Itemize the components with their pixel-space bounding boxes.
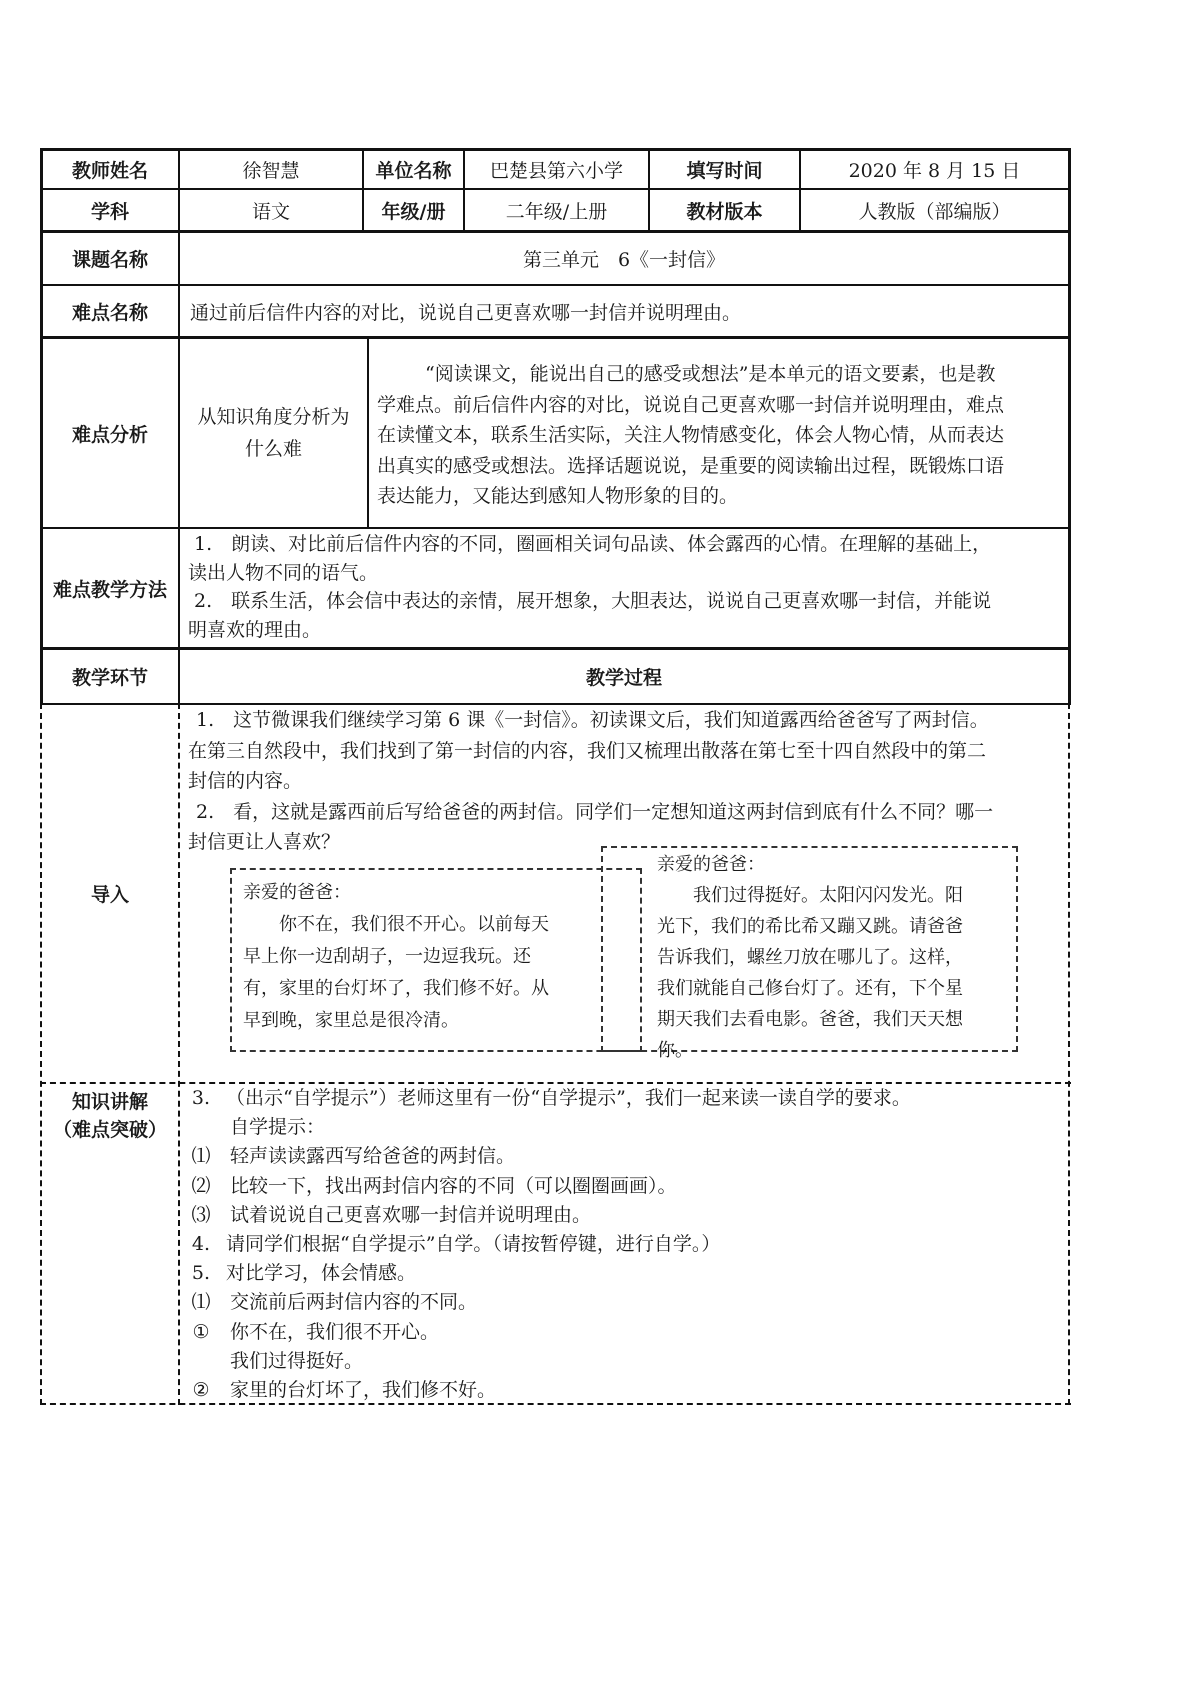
letter-first-line: 早上你一边刮胡子，一边逗我玩。还 (243, 946, 531, 967)
analysis-line: 在读懂文本，联系生活实际，关注人物情感变化，体会人物心情，从而表达 (377, 424, 1005, 446)
knowledge-item (182, 1376, 1062, 1405)
letter-second-line: 期天我们去看电影。爸爸，我们天天想 (657, 1009, 963, 1030)
analysis-sub-label-line: 什么难 (244, 438, 302, 460)
topic-value: 第三单元 6《一封信》 (522, 249, 726, 271)
intro-label: 导入 (90, 884, 129, 906)
knowledge-item-text: 请同学们根据“自学提示”自学。（请按暂停键，进行自学。） (226, 1233, 721, 1256)
analysis-text (377, 359, 1067, 512)
knowledge-item (182, 1084, 1062, 1113)
letter-second-line: 亲爱的爸爸： (657, 854, 765, 875)
analysis-line: “阅读课文，能说出自己的感受或想法”是本单元的语文要素，也是教 (425, 363, 996, 385)
method-line: 2. 联系生活，体会信中表达的亲情，展开想象，大胆表达，说说自己更喜欢哪一封信，并能说 (194, 590, 992, 612)
intro-text (188, 705, 1063, 858)
intro-line: 1. 这节微课我们继续学习第 6 课《一封信》。初读课文后，我们知道露西给爸爸写了两封信。 (196, 709, 989, 731)
knowledge-item-number: ⑶ (191, 1203, 211, 1226)
method-text (188, 530, 1063, 644)
analysis-label: 难点分析 (71, 423, 148, 446)
letter-first-line: 有，家里的台灯坏了，我们修不好。从 (243, 978, 549, 999)
knowledge-label-line: （难点突破） (52, 1119, 167, 1141)
letter-first-line: 亲爱的爸爸： (243, 882, 351, 903)
knowledge-item-number: ⑵ (191, 1174, 211, 1197)
analysis-line: 学难点。前后信件内容的对比，说说自己更喜欢哪一封信并说明理由，难点 (377, 393, 1005, 416)
letter-second-line: 我们过得挺好。太阳闪闪发光。阳 (657, 885, 963, 906)
knowledge-item-number: ① (192, 1320, 210, 1343)
date-value: 2020 年 8 月 15 日 (848, 159, 1021, 182)
edition-label: 教材版本 (686, 200, 763, 223)
intro-line: 2. 看，这就是露西前后写给爸爸的两封信。同学们一定想知道这两封信到底有什么不同？哪一 (196, 800, 994, 823)
method-label: 难点教学方法 (52, 578, 167, 601)
letter-second-line: 我们就能自己修台灯了。还有，下个星 (657, 978, 963, 999)
letter-second-line: 光下，我们的希比希又蹦又跳。请爸爸 (657, 916, 963, 937)
table-border-right-dashed (1068, 703, 1070, 1405)
knowledge-item-text: 交流前后两封信内容的不同。 (230, 1291, 478, 1314)
grade-label: 年级/册 (381, 200, 446, 223)
knowledge-item (182, 1172, 1062, 1201)
knowledge-item-text: 轻声读读露西写给爸爸的两封信。 (230, 1145, 516, 1168)
letter-second-line: 告诉我们，螺丝刀放在哪儿了。这样， (657, 947, 963, 968)
process-stage-header: 教学环节 (71, 667, 148, 689)
intro-line: 在第三自然段中，我们找到了第一封信的内容，我们又梳理出散落在第七至十四自然段中的第二 (188, 739, 987, 762)
analysis-line: 出真实的感受或想法。选择话题说说，是重要的阅读输出过程，既锻炼口语 (377, 454, 1005, 477)
method-line: 读出人物不同的语气。 (188, 561, 379, 584)
knowledge-item (182, 1113, 1062, 1142)
knowledge-item (182, 1230, 1062, 1259)
knowledge-item-text: 对比学习，体会情感。 (226, 1262, 417, 1285)
letter-second-line: 你。 (657, 1040, 693, 1061)
subject-label: 学科 (90, 200, 129, 223)
analysis-sub-label (180, 339, 367, 527)
knowledge-item (182, 1142, 1062, 1171)
knowledge-item-number: ⑴ (191, 1145, 211, 1168)
knowledge-item-text: 你不在，我们很不开心。 (230, 1320, 440, 1343)
knowledge-item-text: 家里的台灯坏了，我们修不好。 (230, 1379, 497, 1402)
knowledge-item-number: ② (192, 1379, 210, 1402)
knowledge-item-text: 自学提示： (230, 1116, 326, 1139)
teacher-label: 教师姓名 (71, 159, 148, 182)
table-border-right (1068, 148, 1071, 703)
knowledge-text (182, 1084, 1062, 1405)
method-line: 1. 朗读、对比前后信件内容的不同，圈画相关词句品读、体会露西的心情。在理解的基础上， (194, 533, 992, 555)
knowledge-item (182, 1347, 1062, 1376)
difficulty-value: 通过前后信件内容的对比，说说自己更喜欢哪一封信并说明理由。 (190, 301, 742, 324)
knowledge-item-text: （出示“自学提示”）老师这里有一份“自学提示”，我们一起来读一读自学的要求。 (226, 1087, 911, 1109)
analysis-divider (367, 336, 369, 527)
letter-first-line: 你不在，我们很不开心。以前每天 (243, 914, 549, 935)
letter-first-line: 早到晚，家里总是很冷清。 (243, 1010, 459, 1031)
difficulty-label: 难点名称 (71, 301, 148, 324)
row-divider (40, 527, 1071, 529)
analysis-sub-label-line: 从知识角度分析为 (197, 406, 350, 428)
knowledge-item-number: 3. (191, 1087, 211, 1109)
intro-line: 封信更让人喜欢？ (188, 831, 341, 853)
edition-value: 人教版（部编版） (858, 200, 1011, 223)
knowledge-item-text: 我们过得挺好。 (230, 1349, 364, 1372)
label-column-divider-dashed (178, 703, 180, 1405)
knowledge-item-text: 比较一下，找出两封信内容的不同（可以圈圈画画）。 (230, 1174, 677, 1197)
knowledge-item (182, 1318, 1062, 1347)
knowledge-item (182, 1201, 1062, 1230)
unit-value: 巴楚县第六小学 (489, 159, 623, 182)
date-label: 填写时间 (686, 159, 763, 182)
method-line: 明喜欢的理由。 (188, 618, 322, 641)
letter-second-text (657, 849, 1017, 1066)
knowledge-item (182, 1259, 1062, 1288)
topic-label: 课题名称 (71, 249, 148, 271)
knowledge-item-text: 试着说说自己更喜欢哪一封信并说明理由。 (230, 1203, 592, 1226)
analysis-line: 表达能力，又能达到感知人物形象的目的。 (377, 485, 739, 507)
process-content-header: 教学过程 (585, 667, 662, 689)
teacher-value: 徐智慧 (242, 159, 300, 182)
knowledge-label (42, 1086, 178, 1146)
letter-first-text (243, 877, 638, 1037)
knowledge-item-number: 4. (191, 1233, 211, 1256)
intro-line: 封信的内容。 (188, 770, 303, 792)
subject-value: 语文 (251, 200, 290, 223)
grade-value: 二年级/上册 (505, 200, 608, 223)
knowledge-item (182, 1288, 1062, 1317)
unit-label: 单位名称 (375, 159, 452, 182)
knowledge-label-line: 知识讲解 (71, 1091, 148, 1113)
knowledge-item-number: 5. (191, 1262, 211, 1285)
knowledge-item-number: ⑴ (191, 1291, 211, 1314)
